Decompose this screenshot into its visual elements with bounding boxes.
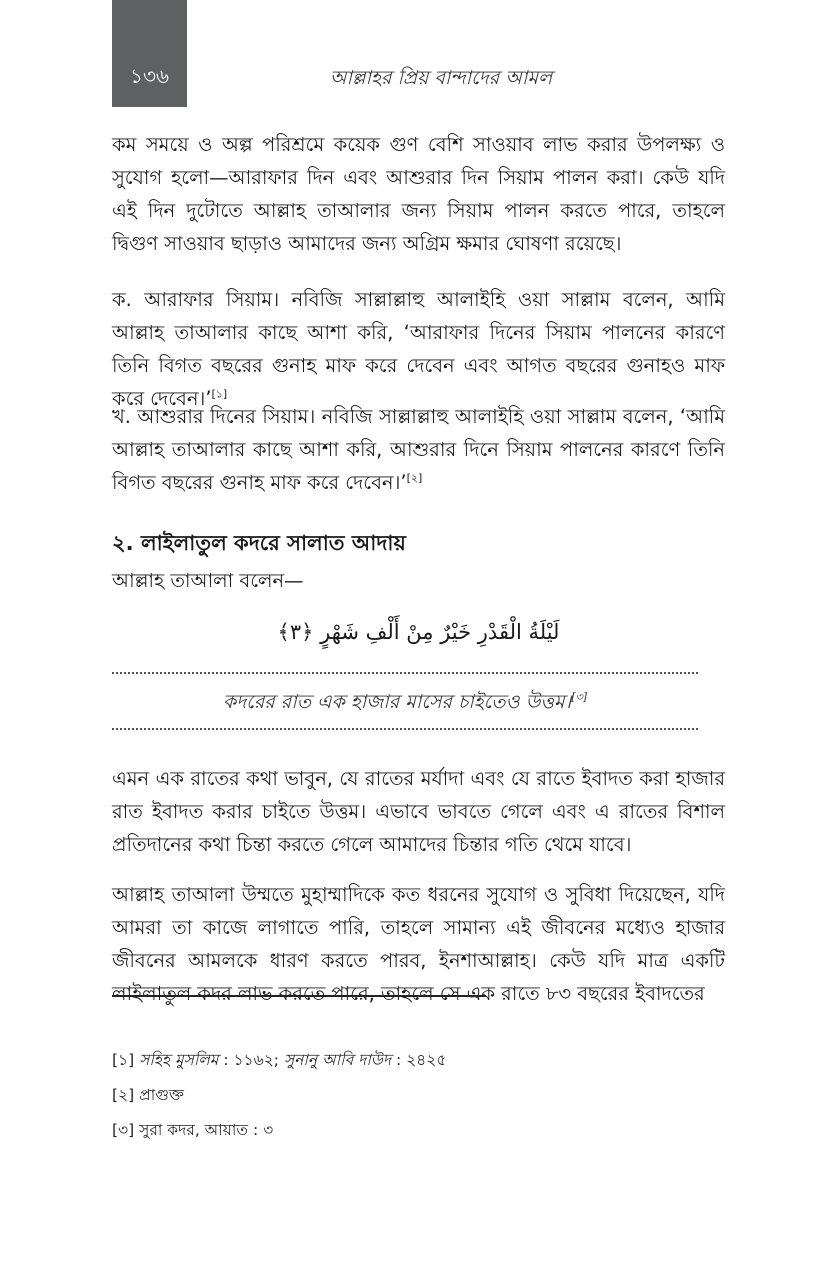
footnote-number: [১]: [112, 1051, 135, 1069]
section-heading: ২. লাইলাতুল কদরে সালাত আদায়: [112, 531, 406, 555]
paragraph-text: ক. আরাফার সিয়াম। নবিজি সাল্লাল্লাহু আলাইহি ওয়া সাল্লাম বলেন, আমি আল্লাহ তাআলার কাছে আশা করি, ‘আরাফার দিনের সিয়াম পালনের কারণে তিনি বিগত বছরের গুনাহ মাফ করে দেবেন এবং আগত বছরের গুনাহও মাফ করে দেবেন।’: [112, 288, 725, 410]
translation-text: কদরের রাত এক হাজার মাসের চাইতেও উত্তম।: [222, 691, 572, 713]
footnote-ref-2[interactable]: [২]: [406, 471, 423, 485]
footnote-divider: [112, 995, 486, 997]
arabic-verse: لَيْلَةُ الْقَدْرِ خَيْرٌ مِنْ أَلْفِ شَهْرٍ ﴿٣﴾: [277, 620, 560, 644]
footnote-text: প্রাগুক্ত: [139, 1086, 184, 1104]
paragraph-intro: কম সময়ে ও অল্প পরিশ্রমে কয়েক গুণ বেশি সাওয়াব লাভ করার উপলক্ষ্য ও সুযোগ হলো—আরাফার দিন এবং আশুরার দিন সিয়াম পালন করা। কেউ যদি এই দিন দুটোতে আল্লাহ তাআলার জন্য সিয়াম পালন করতে পারে, তাহলে দ্বিগুণ সাওয়াব ছাড়াও আমাদের জন্য অগ্রিম ক্ষমার ঘোষণা রয়েছে।: [112, 133, 725, 255]
running-title: আল্লাহর প্রিয় বান্দাদের আমল: [329, 67, 553, 89]
paragraph-ummah-opportunity: আল্লাহ তাআলা উম্মতে মুহাম্মাদিকে কত ধরনের সুযোগ ও সুবিধা দিয়েছেন, যদি আমরা তা কাজে লাগাতে পারি, তাহলে সামান্য এই জীবনের মধ্যেও হাজার জীবনের আমলকে ধারণ করতে পারব, ইনশাআল্লাহ। কেউ যদি মাত্র একটি লাইলাতুল কদর লাভ করতে পারে, তাহলে সে এক রাতে ৮৩ বছরের ইবাদতের: [112, 883, 725, 1005]
footnote-number: [৩]: [112, 1121, 135, 1139]
paragraph-ashura-fast: [112, 400, 725, 499]
footnote-1: [112, 1048, 446, 1074]
footnote-2: [112, 1083, 184, 1109]
verse-intro: আল্লাহ তাআলা বলেন—: [112, 569, 304, 592]
verse-translation: [112, 688, 698, 720]
paragraph-arafah-fast: [112, 283, 725, 415]
footnote-ref-3[interactable]: [৩]: [571, 690, 588, 704]
footnote-number: [২]: [112, 1086, 135, 1104]
footnote-text: সুরা কদর, আয়াত : ৩: [139, 1121, 274, 1139]
footnote-3: [112, 1118, 273, 1144]
footnote-reference: : ১১৬২;: [218, 1051, 279, 1069]
footnote-reference: : ২৪২৫: [391, 1051, 447, 1069]
footnote-source: সহিহ মুসলিম: [139, 1051, 219, 1069]
dotted-divider-top: [112, 672, 698, 674]
paragraph-night-reflection: এমন এক রাতের কথা ভাবুন, যে রাতের মর্যাদা এবং যে রাতে ইবাদত করা হাজার রাত ইবাদত করার চাইতে উত্তম। এভাবে ভাবতে গেলে এবং এ রাতের বিশাল প্রতিদানের কথা চিন্তা করতে গেলে আমাদের চিন্তার গতি থেমে যাবে।: [112, 767, 725, 856]
paragraph-text: খ. আশুরার দিনের সিয়াম। নবিজি সাল্লাল্লাহু আলাইহি ওয়া সাল্লাম বলেন, ‘আমি আল্লাহ তাআলার কাছে আশা করি, আশুরার দিনে সিয়াম পালনের কারণে তিনি বিগত বছরের গুনাহ মাফ করে দেবেন।’: [112, 405, 725, 494]
footnote-source: সুনানু আবি দাউদ: [283, 1051, 392, 1069]
footnote-ref-1[interactable]: [১]: [211, 387, 228, 401]
page-number: ১৩৬: [130, 64, 169, 88]
dotted-divider-bottom: [112, 728, 698, 730]
